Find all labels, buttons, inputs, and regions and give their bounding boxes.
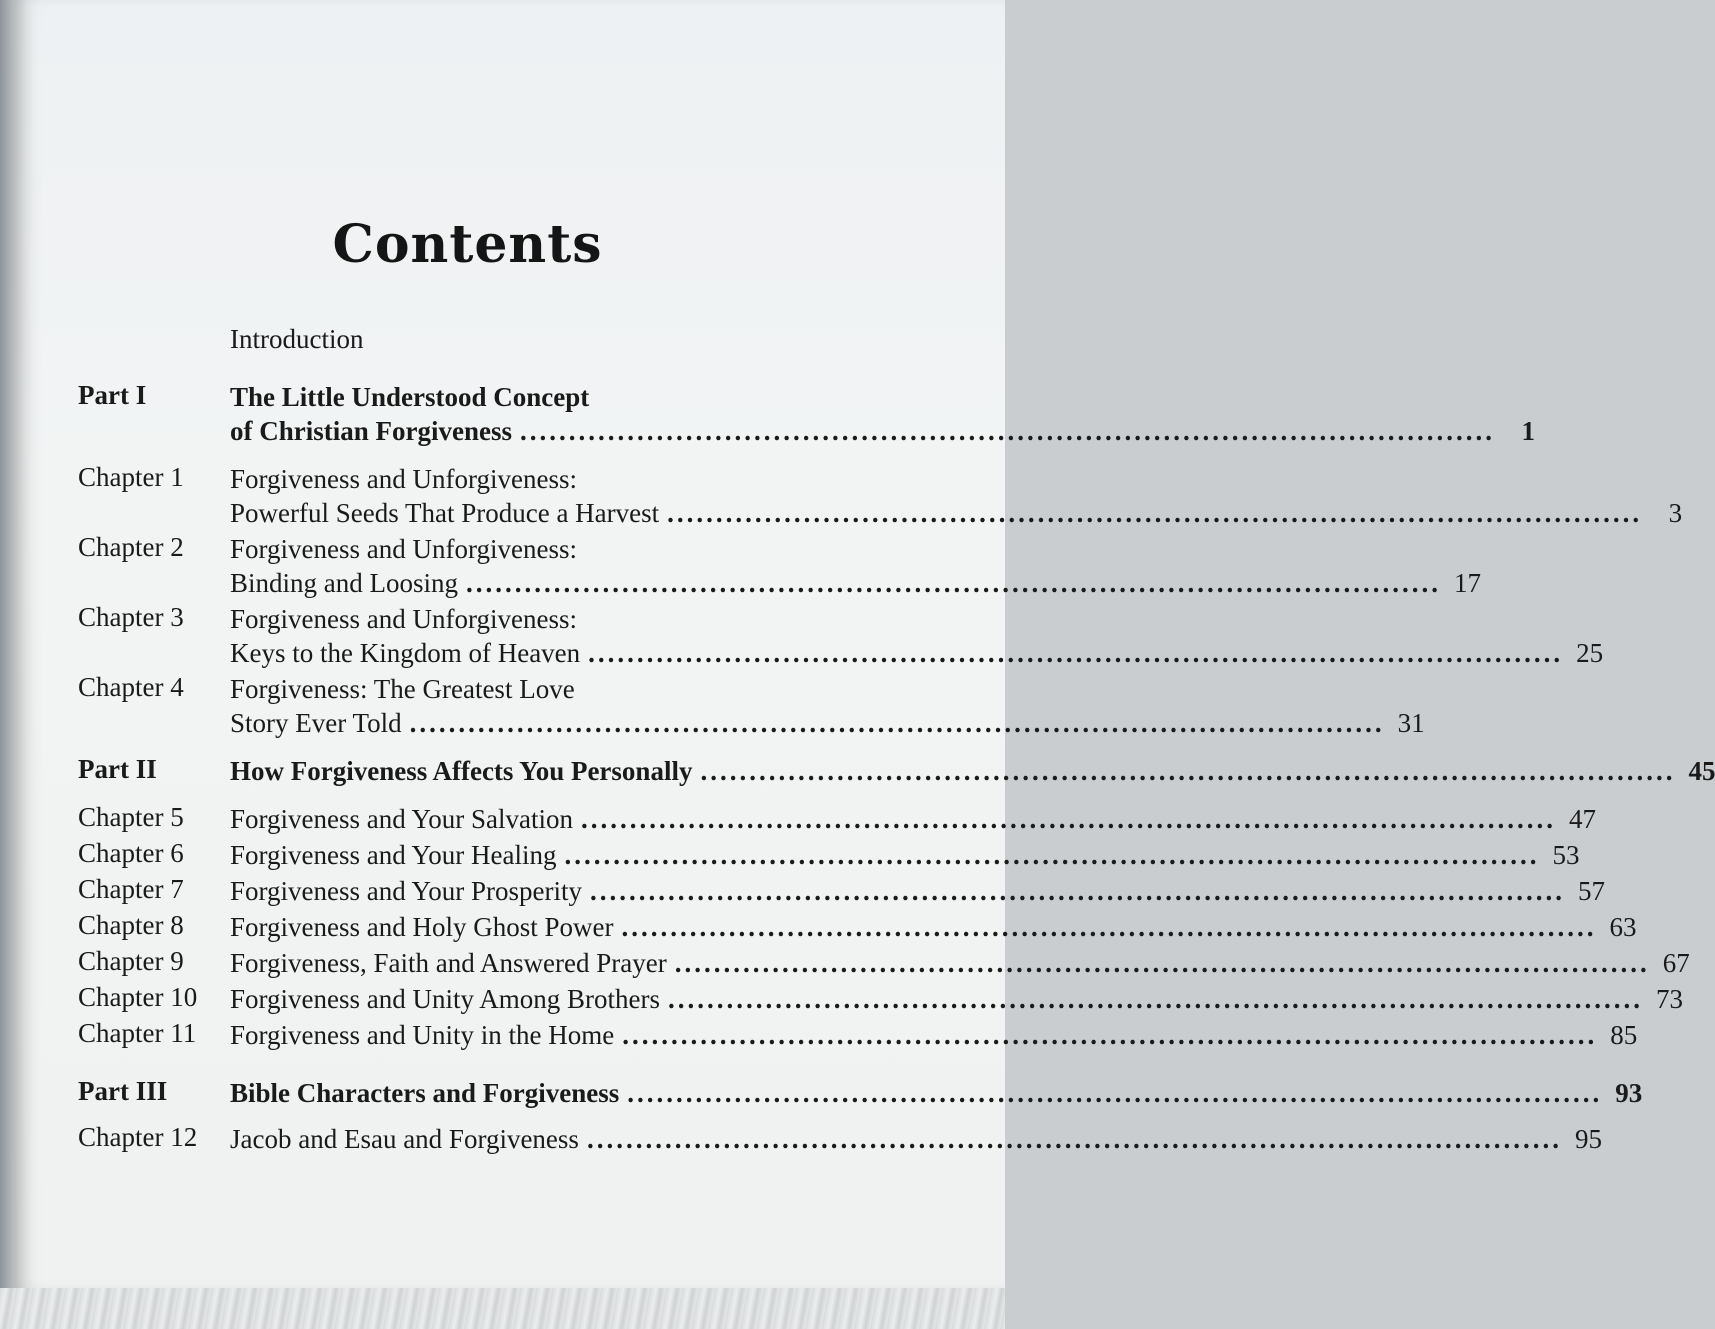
chapter-label: Chapter 3 <box>78 602 184 632</box>
entry-title-last-line <box>230 566 1481 600</box>
entry-title <box>230 1122 1602 1156</box>
page-number: 67 <box>1662 948 1690 978</box>
page-number: 3 <box>1668 498 1683 528</box>
dot-leader: .................................................................................................... <box>590 876 1566 906</box>
entry-title-last-line <box>230 496 1683 530</box>
page-number: 45 <box>1688 756 1715 786</box>
entry-title-text: Forgiveness and Unity Among Brothers <box>230 984 660 1014</box>
dot-leader: .................................................................................................... <box>622 1020 1598 1050</box>
entry-title-last-line <box>230 1018 1638 1052</box>
entry-title-line1: Forgiveness and Unforgiveness: <box>230 604 577 634</box>
entry-title-line1: Forgiveness: The Greatest Love <box>230 674 575 704</box>
entry-title-text: of Christian Forgiveness <box>230 416 512 446</box>
part-label: Part III <box>78 1076 168 1106</box>
page-number: 1 <box>1521 416 1535 446</box>
entry-title-last-line <box>230 706 1425 740</box>
entry-title-text: Powerful Seeds That Produce a Harvest <box>230 498 660 528</box>
dot-leader: .................................................................................................... <box>588 638 1564 668</box>
chapter-label: Chapter 7 <box>78 874 184 904</box>
dot-leader: .................................................................................................... <box>581 804 1557 834</box>
entry-title-line1: Forgiveness and Unforgiveness: <box>230 534 577 564</box>
dot-leader: .................................................................................................... <box>586 1124 1562 1154</box>
introduction-entry: Introduction <box>230 324 364 354</box>
book-spine-shadow <box>0 0 14 1290</box>
part-label: Part I <box>78 380 147 410</box>
entry-title-text: Keys to the Kingdom of Heaven <box>230 638 581 668</box>
entry-title-last-line <box>230 838 1580 872</box>
entry-title-text: Forgiveness and Your Salvation <box>230 804 574 834</box>
entry-title-text: Forgiveness and Unity in the Home <box>230 1020 615 1050</box>
page-title: Contents <box>332 214 603 275</box>
entry-title <box>230 982 1683 1016</box>
dot-leader: .................................................................................................... <box>700 756 1676 786</box>
entry-title <box>230 602 1604 670</box>
page-number: 85 <box>1610 1020 1638 1050</box>
entry-title-text: Bible Characters and Forgiveness <box>230 1078 620 1108</box>
chapter-label: Chapter 2 <box>78 532 184 562</box>
entry-title <box>230 802 1597 836</box>
entry-title-last-line <box>230 1122 1602 1156</box>
page-number: 93 <box>1615 1078 1643 1108</box>
chapter-label: Chapter 5 <box>78 802 184 832</box>
entry-title <box>230 1076 1643 1110</box>
dot-leader: .................................................................................................... <box>409 708 1385 738</box>
entry-title-last-line <box>230 910 1637 944</box>
dot-leader: .................................................................................................... <box>674 948 1650 978</box>
entry-title-last-line <box>230 414 1535 448</box>
page-number: 25 <box>1576 638 1604 668</box>
entry-title <box>230 874 1606 908</box>
entry-title-text: Forgiveness, Faith and Answered Prayer <box>230 948 667 978</box>
entry-title-text: Forgiveness and Holy Ghost Power <box>230 912 614 942</box>
entry-title <box>230 838 1580 872</box>
entry-title <box>230 754 1715 788</box>
part-label: Part II <box>78 754 157 784</box>
entry-title <box>230 380 1535 448</box>
entry-title-text: Binding and Loosing <box>230 568 458 598</box>
show-through-text <box>124 0 904 360</box>
dot-leader: .................................................................................................... <box>519 416 1495 446</box>
entry-title-last-line <box>230 802 1597 836</box>
page-number: 17 <box>1454 568 1481 598</box>
entry-title-line1: Forgiveness and Unforgiveness: <box>230 464 577 494</box>
page-edge <box>0 1288 1005 1329</box>
entry-title <box>230 946 1690 980</box>
chapter-label: Chapter 1 <box>78 462 184 492</box>
entry-title-text: Forgiveness and Your Prosperity <box>230 876 583 906</box>
chapter-label: Chapter 10 <box>78 982 198 1012</box>
entry-title <box>230 1018 1638 1052</box>
page-number: 53 <box>1552 840 1580 870</box>
entry-title-last-line <box>230 754 1715 788</box>
page-number: 57 <box>1578 876 1606 906</box>
entry-title <box>230 462 1683 530</box>
entry-title-line1: The Little Understood Concept <box>230 382 590 412</box>
page-number: 63 <box>1609 912 1637 942</box>
entry-title-last-line <box>230 636 1604 670</box>
dot-leader: .................................................................................................... <box>627 1078 1603 1108</box>
chapter-label: Chapter 12 <box>78 1122 198 1152</box>
chapter-label: Chapter 9 <box>78 946 184 976</box>
entry-title-last-line <box>230 1076 1643 1110</box>
chapter-label: Chapter 8 <box>78 910 184 940</box>
entry-title-last-line <box>230 874 1606 908</box>
dot-leader: .................................................................................................... <box>667 984 1643 1014</box>
entry-title-text: Story Ever Told <box>230 708 402 738</box>
chapter-label: Chapter 4 <box>78 672 184 702</box>
entry-title <box>230 672 1425 740</box>
page-number: 31 <box>1397 708 1425 738</box>
page-number: 73 <box>1655 984 1683 1014</box>
entry-title <box>230 532 1481 600</box>
entry-title <box>230 910 1637 944</box>
page-number: 95 <box>1574 1124 1602 1154</box>
entry-title-text: Forgiveness and Your Healing <box>230 840 557 870</box>
chapter-label: Chapter 11 <box>78 1018 197 1048</box>
dot-leader: .................................................................................................... <box>621 912 1597 942</box>
entry-title-text: Jacob and Esau and Forgiveness <box>230 1124 579 1154</box>
entry-title-last-line <box>230 946 1690 980</box>
entry-title-text: How Forgiveness Affects You Personally <box>230 756 693 786</box>
page-number: 47 <box>1569 804 1597 834</box>
chapter-label: Chapter 6 <box>78 838 184 868</box>
dot-leader: .................................................................................................... <box>564 840 1540 870</box>
dot-leader: .................................................................................................... <box>667 498 1643 528</box>
dot-leader: .................................................................................................... <box>466 568 1441 598</box>
entry-title-last-line <box>230 982 1683 1016</box>
